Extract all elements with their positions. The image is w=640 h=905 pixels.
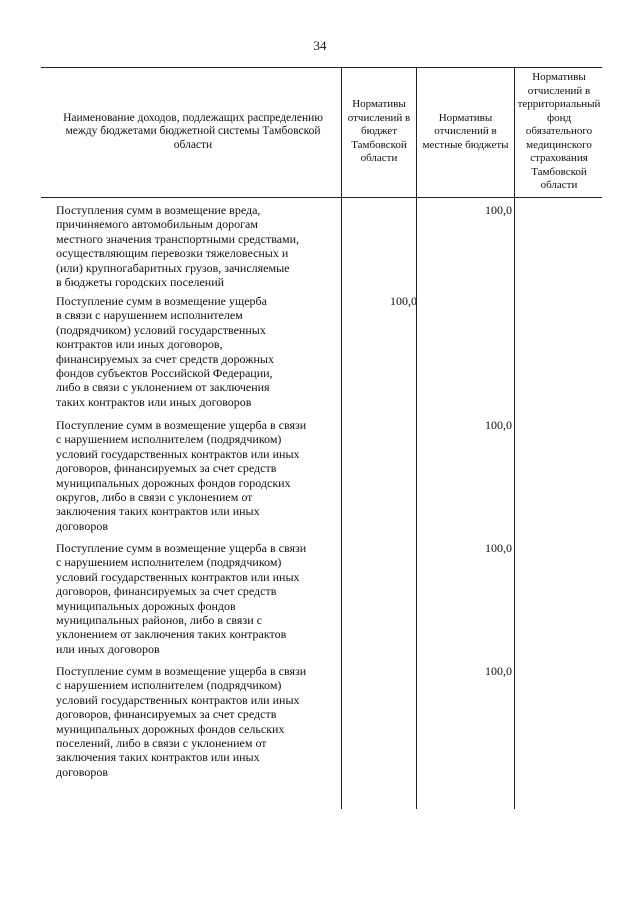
column-divider-2 <box>416 67 417 809</box>
row-1-name: Поступления сумм в возмещение вреда, причиняемого автомобильным дорогам местного значения транспортными средствами, осуществляющим перевозки тяжеловесных и (или) крупногабаритных грузов, зачисляемые в бюджеты городских поселений <box>56 203 300 290</box>
row-4-local: 100,0 <box>485 541 512 555</box>
row-2-regional: 100,0 <box>390 294 417 308</box>
header-name: Наименование доходов, подлежащих распределению между бюджетами бюджетной системы Тамбовской области <box>63 111 323 151</box>
header-bottom-border <box>41 197 602 198</box>
row-5-local: 100,0 <box>485 664 512 678</box>
header-regional: Нормативы отчислений в бюджет Тамбовской области <box>347 98 411 165</box>
row-5-name: Поступление сумм в возмещение ущерба в связи с нарушением исполнителем (подрядчиком) условий государственных контрактов или иных договоров, финансируемых за счет средств муниципальных дорожных фондов сельских поселений, либо в связи с уклонением от заключения таких контрактов или иных договоров <box>56 664 307 779</box>
row-3-local: 100,0 <box>485 418 512 432</box>
column-divider-3 <box>514 67 515 809</box>
header-local: Нормативы отчислений в местные бюджеты <box>422 111 509 151</box>
row-2-name: Поступление сумм в возмещение ущерба в связи с нарушением исполнителем (подрядчиком) условий государственных контрактов или иных договоров, финансируемых за счет средств дорожных фондов субъектов Российской Федерации, либо в связи с уклонением от заключения таких контрактов или иных договоров <box>56 294 274 409</box>
row-1-local: 100,0 <box>485 203 512 217</box>
row-3-name: Поступление сумм в возмещение ущерба в связи с нарушением исполнителем (подрядчиком) условий государственных контрактов или иных договоров, финансируемых за счет средств муниципальных дорожных фондов городских округов, либо в связи с уклонением от заключения таких контрактов или иных договоров <box>56 418 307 533</box>
header-fund: Нормативы отчислений в территориальный фонд обязательного медицинского страхования Тамбовской области <box>517 71 601 192</box>
page-number: 34 <box>313 38 327 53</box>
column-divider-1 <box>341 67 342 809</box>
row-4-name: Поступление сумм в возмещение ущерба в связи с нарушением исполнителем (подрядчиком) условий государственных контрактов или иных договоров, финансируемых за счет средств муниципальных дорожных фондов муниципальных районов, либо в связи с уклонением от заключения таких контрактов или иных договоров <box>56 541 307 656</box>
